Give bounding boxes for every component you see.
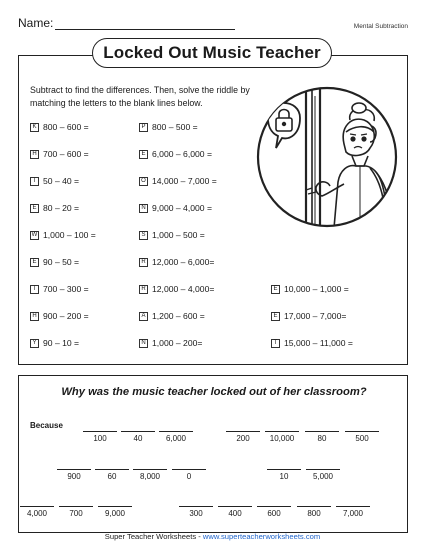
problem: [271, 311, 346, 321]
locked-out-teacher-illustration: [256, 86, 398, 228]
problem-expression: 80 – 20 =: [43, 203, 80, 213]
problem-expression: 50 – 40 =: [43, 176, 80, 186]
problem: [30, 176, 79, 186]
answer-blank: 0: [172, 469, 206, 481]
problem: [139, 311, 205, 321]
letter-box: W: [31, 232, 38, 238]
answer-blank: 10,000: [265, 431, 299, 443]
problem: [271, 284, 349, 294]
problem-expression: 12,000 – 6,000=: [152, 257, 215, 267]
problem-expression: 1,000 – 200=: [152, 338, 203, 348]
answer-blank: 4,000: [20, 506, 54, 518]
problem-expression: 1,200 – 600 =: [152, 311, 205, 321]
problem-expression: 90 – 50 =: [43, 257, 80, 267]
letter-box: S: [139, 231, 148, 240]
letter-box: R: [139, 258, 148, 267]
problem: [139, 203, 212, 213]
letter-box: K: [30, 123, 39, 132]
problem: [30, 338, 79, 348]
problem-expression: 800 – 600 =: [43, 122, 89, 132]
problem: [139, 230, 205, 240]
problem: [139, 338, 202, 348]
instructions: Subtract to find the differences. Then, solve the riddle by matching the letters to the blank lines below.: [30, 85, 250, 108]
answer-blank: 400: [218, 506, 252, 518]
problem: [30, 257, 79, 267]
letter-box: I: [30, 177, 39, 186]
letter-box: I: [30, 285, 39, 294]
letter-box: E: [30, 204, 39, 213]
answer-blank: 10: [267, 469, 301, 481]
letter-box: O: [139, 177, 148, 186]
answer-blank: 80: [305, 431, 339, 443]
problem: [139, 176, 217, 186]
problem-expression: 9,000 – 4,000 =: [152, 203, 212, 213]
letter-box: E: [271, 285, 280, 294]
problem-expression: 12,000 – 4,000=: [152, 284, 215, 294]
problem-expression: 17,000 – 7,000=: [284, 311, 347, 321]
name-label: Name:: [18, 16, 54, 30]
footer: [0, 532, 425, 541]
problem-expression: 1,000 – 500 =: [152, 230, 205, 240]
answer-blank: 40: [121, 431, 155, 443]
answer-blank: 300: [179, 506, 213, 518]
answer-blank: 500: [345, 431, 379, 443]
problem: [30, 149, 89, 159]
answer-blank: 8,000: [133, 469, 167, 481]
footer-url-link[interactable]: www.superteacherworksheets.com: [202, 532, 321, 541]
problem-expression: 900 – 200 =: [43, 311, 89, 321]
topic-label: Mental Subtraction: [353, 23, 408, 30]
letter-box: H: [30, 150, 39, 159]
problem: [30, 203, 79, 213]
letter-box: R: [139, 285, 148, 294]
problem-expression: 6,000 – 6,000 =: [152, 149, 212, 159]
answer-blank: 600: [257, 506, 291, 518]
problem: [30, 284, 89, 294]
problem: [30, 122, 89, 132]
problem: [30, 311, 89, 321]
letter-box: H: [30, 312, 39, 321]
problem-expression: 700 – 300 =: [43, 284, 89, 294]
answer-blank: 800: [297, 506, 331, 518]
letter-box: P: [139, 123, 148, 132]
answer-blank: 60: [95, 469, 129, 481]
problem-expression: 14,000 – 7,000 =: [152, 176, 217, 186]
answer-blank: 200: [226, 431, 260, 443]
letter-box: T: [271, 339, 280, 348]
letter-box: Y: [30, 339, 39, 348]
letter-box: A: [139, 312, 148, 321]
answer-blank: 6,000: [159, 431, 193, 443]
worksheet-title: Locked Out Music Teacher: [92, 38, 332, 68]
letter-box: N: [139, 204, 148, 213]
letter-box: E: [139, 150, 148, 159]
problem: [271, 338, 353, 348]
problem-expression: 700 – 600 =: [43, 149, 89, 159]
name-line: [55, 29, 235, 30]
letter-box: E: [30, 258, 39, 267]
because-label: Because: [30, 421, 63, 430]
problem-expression: 90 – 10 =: [43, 338, 80, 348]
footer-brand: Super Teacher Worksheets -: [104, 532, 203, 541]
riddle-question: Why was the music teacher locked out of her classroom?: [61, 386, 367, 398]
answer-blank: 7,000: [336, 506, 370, 518]
problem: [139, 149, 212, 159]
answer-blank: 5,000: [306, 469, 340, 481]
problem: [139, 284, 214, 294]
problem: [139, 257, 214, 267]
problem-expression: 1,000 – 100 =: [43, 230, 96, 240]
answer-blank: 900: [57, 469, 91, 481]
letter-box: N: [139, 339, 148, 348]
answer-blank: 100: [83, 431, 117, 443]
problem-expression: 15,000 – 11,000 =: [284, 338, 353, 348]
problem: [139, 122, 198, 132]
problem: [30, 230, 96, 240]
answer-blank: 9,000: [98, 506, 132, 518]
problem-expression: 800 – 500 =: [152, 122, 198, 132]
answer-blank: 700: [59, 506, 93, 518]
letter-box: E: [271, 312, 280, 321]
problem-expression: 10,000 – 1,000 =: [284, 284, 349, 294]
